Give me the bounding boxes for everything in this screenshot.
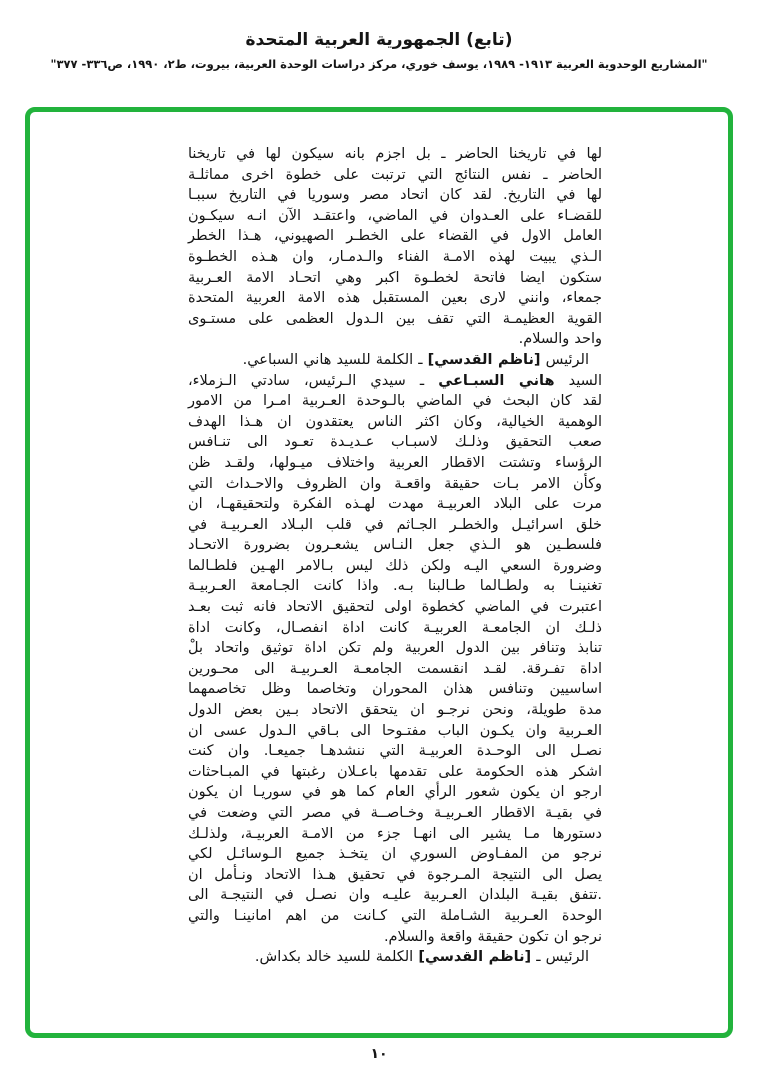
text-segment: جمعاء، وانني لارى بعين المستقبل هذه الامة العربية المتحدة <box>188 290 602 307</box>
text-line <box>188 494 602 515</box>
text-segment: اعتبرت في الماضي كخطوة اولى لتحقيق الاتحاد فانه ثبت بعـد <box>188 599 602 616</box>
text-line <box>188 391 602 412</box>
bold-text-segment: هاني السبـاعي <box>438 372 555 389</box>
text-segment: وضرورة السعي اليـه ولكن ذلك ليس بـالامر الهـين فلطـالما <box>188 557 602 574</box>
text-segment: .تتفق بقيـة البلدان العـربية عليـه وان نصـل في النتيجـة الى <box>188 887 602 904</box>
text-segment: الوهمية الخيالية، وكان اكثر الناس يعتقدون ان هـذا الهدف <box>188 413 602 430</box>
body-text <box>188 144 602 968</box>
page-number: ١٠ <box>370 1046 388 1062</box>
text-line <box>188 679 602 700</box>
text-line <box>188 618 602 639</box>
citation-line: "المشاريع الوحدوية العربية ١٩١٣- ١٩٨٩، يوسف خوري، مركز دراسات الوحدة العربية، بيروت، ط٢، ١٩٩٠، ص٣٣٦- ٣٧٧" <box>50 57 708 71</box>
bold-text-segment: [ناظم القدسي] <box>427 351 541 368</box>
text-segment: اشكر هذه الحكومة على تقدمها باعـلان رغبتها في المبـاحثات <box>188 763 602 780</box>
page-title: (تابع) الجمهورية العربية المتحدة <box>245 30 513 50</box>
text-line <box>188 371 602 392</box>
text-line <box>188 474 602 495</box>
text-segment: في بقيـة الاقطار العـربيـة وخـاصــة في مصر التي وضعت في <box>188 805 602 821</box>
text-line <box>188 782 602 803</box>
text-line <box>188 247 602 268</box>
text-segment: ستكون ايضا فاتحة لخطـوة اكبر وهي اتحـاد الامة العـربية <box>188 269 602 286</box>
text-segment: يصل الى النتيجة المـرجوة في تحقيق هـذا الاتحاد ونـأمل ان <box>188 866 602 883</box>
text-line <box>188 762 602 783</box>
text-segment: دستورها مـا يشير الى انهـا جزء من الامـة العربيـة، ولذلـك <box>188 825 602 842</box>
text-segment: تغنينـا به ولطـالما طـالبنا بـه. واذا كانت الجـامعة العـربيـة <box>188 578 602 595</box>
text-segment: لها في تاريخنا الحاضر ـ بل اجزم بانه سيكون لها في تاريخنا <box>188 146 602 162</box>
text-line <box>188 515 602 536</box>
text-segment: نصـل الى الوحـدة العربيـة التي ننشدهـا جميعـا. وان كنت <box>188 743 602 760</box>
text-line <box>188 824 602 845</box>
text-segment: العامل الاول في القضاء على الخطـر الصهيوني، هـذا الخطر <box>188 228 602 245</box>
text-segment: اساسيين وتنافس هذان المحوران وتخاصما وظل تخاصمهما <box>188 681 602 698</box>
text-line <box>188 700 602 721</box>
text-segment: مدة طويلة، ونحن نرجـو ان يتحقق الاتحاد بـين بعض الدول <box>188 702 602 719</box>
text-line <box>188 865 602 886</box>
text-line <box>188 556 602 577</box>
text-segment: لقد كان البحث في الماضي بالـوحدة العـربية امـرا من الامور <box>188 393 602 410</box>
text-line <box>188 535 602 556</box>
text-line <box>188 741 602 762</box>
text-segment: الوحدة العـربية الشـاملة التي كـانت من اهم امانينـا والتي <box>188 907 602 924</box>
text-line <box>188 844 602 865</box>
text-segment: واحد والسلام. <box>518 331 602 348</box>
content-frame <box>25 107 733 1038</box>
text-segment: الرئيس <box>540 351 589 368</box>
text-line <box>188 576 602 597</box>
text-line <box>188 165 602 186</box>
text-line <box>188 350 602 371</box>
text-line <box>188 185 602 206</box>
text-line <box>188 885 602 906</box>
text-segment: ذلـك ان الجامعـة العربيـة كانت اداة انفصـال، وكانت اداة <box>188 619 602 636</box>
text-segment: القوية العظيمـة التي تقف بين الـدول العظمى على مستـوى <box>188 310 602 327</box>
text-line <box>188 206 602 227</box>
text-segment: الرئيس ـ <box>531 949 589 966</box>
text-segment: ـ الكلمة للسيد هاني السباعي. <box>242 351 428 368</box>
text-segment: تنابذ وتنافر بين الدول العربية ولم تكن اداة توثيق واتحاد بلْ <box>188 640 602 657</box>
text-segment: ارجو ان يكون شعور الرأي العام كما هو في سوريـا ان يكون <box>188 784 602 801</box>
text-segment: اداة تفـرقة. لقـد انقسمت الجامعـة العـربيـة الى محـورين <box>188 660 602 677</box>
text-segment: نرجو ان تكون حقيقة واقعة والسلام. <box>383 928 602 945</box>
text-line <box>188 927 602 948</box>
text-segment: وكأن الامر بـات حقيقة واقعـة وان الظروف والاحـداث التي <box>188 475 602 492</box>
text-segment: الـذي يبيت لهذه الامـة الفناء والـدمـار، وان هـذه الخطـوة <box>188 248 602 265</box>
text-line <box>188 412 602 433</box>
text-line <box>188 453 602 474</box>
text-line <box>188 947 602 968</box>
text-line <box>188 432 602 453</box>
text-segment: فلسطـين هو الـذي جعل النـاس يشعـرون بضرورة الاتحـاد <box>188 537 602 554</box>
text-segment: الحاضر ـ نفس النتائج التي ترتبت على خطوة اخرى مماثلـة <box>188 166 602 183</box>
text-line <box>188 659 602 680</box>
text-segment: خلق اسرائيـل والخطـر الجـاثم في قلب البـلاد العـربيـة في <box>188 516 602 533</box>
text-line <box>188 288 602 309</box>
text-segment: نرجو من المفـاوض السوري ان يتخـذ جميع الـوسائـل لكي <box>188 846 602 863</box>
text-line <box>188 906 602 927</box>
page-header <box>0 30 758 71</box>
text-line <box>188 144 602 165</box>
text-segment: مرت على البلاد العربيـة مهدت لهـذه الفكرة ولتحقيقهـا، ان <box>188 496 602 513</box>
text-line <box>188 597 602 618</box>
text-segment: الرؤساء وتشتت الاقطار العربية واختلاف ميـولها، ولقـد ظن <box>188 454 602 471</box>
text-segment: العـربية وان يكـون الباب مفتـوحا الى بـاقي الـدول عسى ان <box>188 722 602 739</box>
bold-text-segment: [ناظم القدسي] <box>418 949 532 966</box>
text-segment: لها في التاريخ. لقد كان اتحاد مصر وسوريا في التاريخ سببـا <box>188 187 602 204</box>
text-line <box>188 268 602 289</box>
text-segment: الكلمة للسيد خالد بكداش. <box>254 949 419 966</box>
text-line <box>188 309 602 330</box>
text-segment: ـ سيدي الـرئيس، سادتي الـزملاء، <box>188 372 439 389</box>
text-line <box>188 329 602 350</box>
text-segment: للقضـاء على العـدوان في الماضي، واعتقـد الآن انـه سيكـون <box>188 207 602 224</box>
text-segment: السيد <box>554 372 603 389</box>
text-line <box>188 638 602 659</box>
text-line <box>188 226 602 247</box>
text-segment: صعب التحقيق وذلـك لاسبـاب عـديـدة تعـود الى تنـافس <box>188 434 602 451</box>
text-line <box>188 803 602 824</box>
text-line <box>188 721 602 742</box>
